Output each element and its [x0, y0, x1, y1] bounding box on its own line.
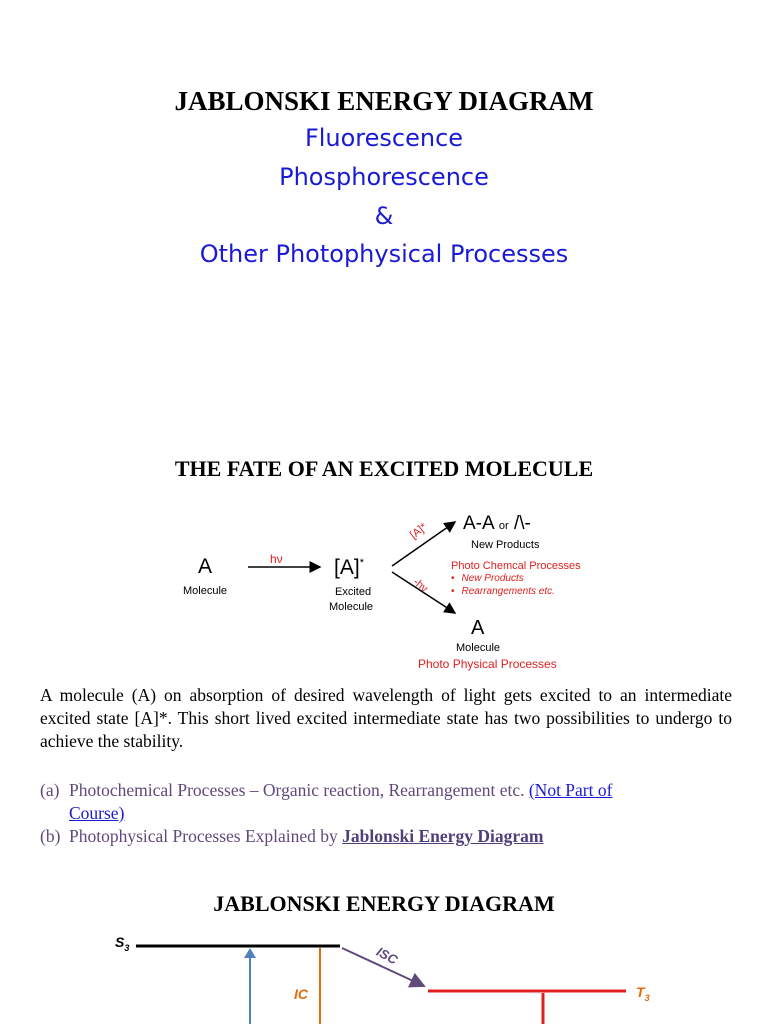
list-text-b: Photophysical Processes Explained by [69, 826, 338, 846]
excited-symbol [334, 556, 364, 580]
list-item-b [40, 825, 740, 848]
molecule-label: Molecule [183, 585, 228, 597]
lower-arrow-label: -hν [410, 576, 431, 595]
diagram-title: JABLONSKI ENERGY DIAGRAM [213, 891, 555, 916]
subtitle-fluorescence: Fluorescence [304, 124, 464, 152]
upper-arrow-label: [A]* [408, 521, 430, 542]
return-label: Molecule [456, 642, 501, 654]
subtitle-phosphorescence: Phosphorescence [279, 163, 489, 191]
new-products-label: New Products [471, 539, 540, 551]
excited-symbol-text: [A] [334, 556, 360, 579]
list-marker-a: (a) [40, 780, 60, 800]
list-item-a-continued [69, 802, 768, 825]
list-marker-b: (b) [40, 826, 61, 846]
bullet-icon: • [451, 573, 455, 584]
page-title: JABLONSKI ENERGY DIAGRAM [174, 86, 594, 116]
photochem-item-2: • Rearrangements etc. [451, 586, 555, 597]
photochem-item-1: • New Products [451, 573, 524, 584]
not-part-of-course-link-1[interactable]: (Not Part of [528, 780, 613, 800]
product-formula: A-A [463, 513, 494, 534]
s3-label: $S_3$ [115, 934, 130, 953]
t3-label: $T_3$ [636, 984, 650, 1003]
subtitle-ampersand: & [374, 202, 394, 230]
product-alt: /\- [513, 513, 531, 534]
excited-superscript: * [359, 557, 364, 569]
molecule-symbol: A [198, 555, 213, 578]
excited-label-2: Molecule [329, 601, 374, 613]
list-text-a: Photochemical Processes – Organic reaction, Rearrangement etc. [69, 780, 525, 800]
excited-label-1: Excited [335, 586, 372, 598]
not-part-of-course-link-2[interactable]: Course) [69, 803, 125, 823]
photophys-label: Photo Physical Processes [418, 657, 557, 671]
list-item-a [40, 779, 740, 802]
explanation-paragraph: A molecule (A) on absorption of desired wavelength of light gets excited to an intermediate excited state [A]*. This short lived excited intermediate state has two possibilities to undergo to achieve the stability. [40, 685, 732, 751]
product-line [463, 513, 531, 535]
absorption-arrow-head [244, 948, 256, 958]
fate-title: THE FATE OF AN EXCITED MOLECULE [174, 456, 594, 481]
ic-label: IC [294, 986, 308, 1002]
return-symbol: A [471, 617, 485, 639]
bullet-icon: • [451, 586, 455, 597]
subtitle-other-processes: Other Photophysical Processes [199, 240, 569, 268]
hv-label: hν [270, 552, 283, 566]
jablonski-diagram-link[interactable]: Jablonski Energy Diagram [342, 826, 544, 846]
product-or: or [498, 520, 509, 532]
photochem-title: Photo Chemcal Processes [451, 560, 581, 572]
isc-label: ISC [373, 944, 401, 968]
